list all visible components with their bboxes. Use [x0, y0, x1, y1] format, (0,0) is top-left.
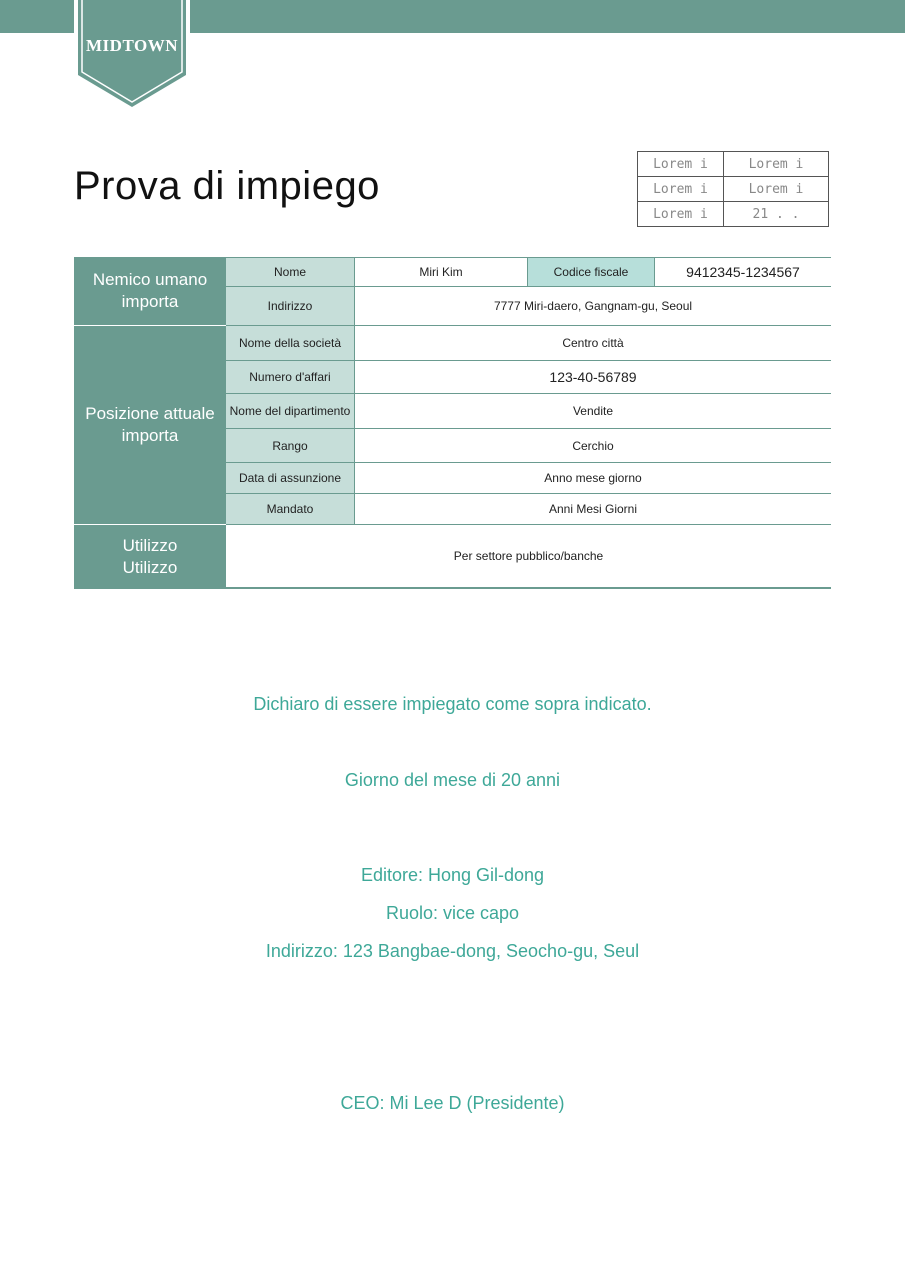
company-label: Nome della società [226, 326, 355, 360]
row-hire-date [226, 463, 831, 494]
approval-cell: Lorem i [638, 202, 724, 227]
row-rank [226, 429, 831, 463]
date-line: Giorno del mese di 20 anni [344, 770, 561, 790]
hire-date-value: Anno mese giorno [544, 471, 642, 485]
approval-date-cell: 21 . . [724, 202, 829, 227]
issuer-address: Indirizzo: 123 Bangbae-dong, Seocho-gu, Seul [265, 941, 640, 961]
name-label: Nome [226, 258, 355, 286]
row-address [226, 287, 831, 326]
usage-value: Per settore pubblico/banche [453, 549, 604, 563]
rank-value: Cerchio [572, 438, 614, 453]
address-value: 7777 Miri-daero, Gangnam-gu, Seoul [493, 299, 693, 313]
tenure-value: Anni Mesi Giorni [548, 502, 638, 516]
ceo-line: CEO: Mi Lee D (Presidente) [340, 1093, 565, 1113]
address-label: Indirizzo [226, 287, 355, 325]
approval-cell: Lorem i [724, 177, 829, 202]
department-label: Nome del dipartimento [226, 394, 355, 428]
approval-cell: Lorem i [724, 152, 829, 177]
tenure-label: Mandato [226, 494, 355, 524]
section-position: Posizione attuale importa [74, 326, 226, 525]
department-value: Vendite [572, 404, 614, 418]
usage-label: Utilizzo Utilizzo [122, 536, 178, 577]
declaration-text: Dichiaro di essere impiegato come sopra indicato. [253, 694, 652, 714]
issuer-editor: Editore: Hong Gil-dong [360, 865, 545, 885]
row-company [226, 326, 831, 361]
approval-cell: Lorem i [638, 177, 724, 202]
tax-code-label: Codice fiscale [527, 258, 655, 286]
approval-box [637, 151, 829, 227]
rank-label: Rango [226, 429, 355, 462]
page-title: Prova di impiego [74, 164, 380, 208]
business-number-value: 123-40-56789 [549, 369, 637, 385]
section-personal: Nemico umano importa [74, 257, 226, 326]
row-name [226, 257, 831, 287]
section-usage [74, 525, 226, 589]
hire-date-label: Data di assunzione [226, 463, 355, 493]
tax-code-value: 9412345-1234567 [686, 264, 800, 280]
logo-badge [74, 0, 190, 112]
company-value: Centro città [562, 336, 624, 350]
row-tenure [226, 494, 831, 525]
approval-cell: Lorem i [638, 152, 724, 177]
row-business-number [226, 361, 831, 394]
row-usage [226, 525, 831, 589]
logo-text: MIDTOWN [86, 36, 178, 55]
business-number-label: Numero d'affari [226, 361, 355, 393]
issuer-role: Ruolo: vice capo [385, 903, 520, 923]
name-value: Miri Kim [419, 265, 463, 279]
row-department [226, 394, 831, 429]
